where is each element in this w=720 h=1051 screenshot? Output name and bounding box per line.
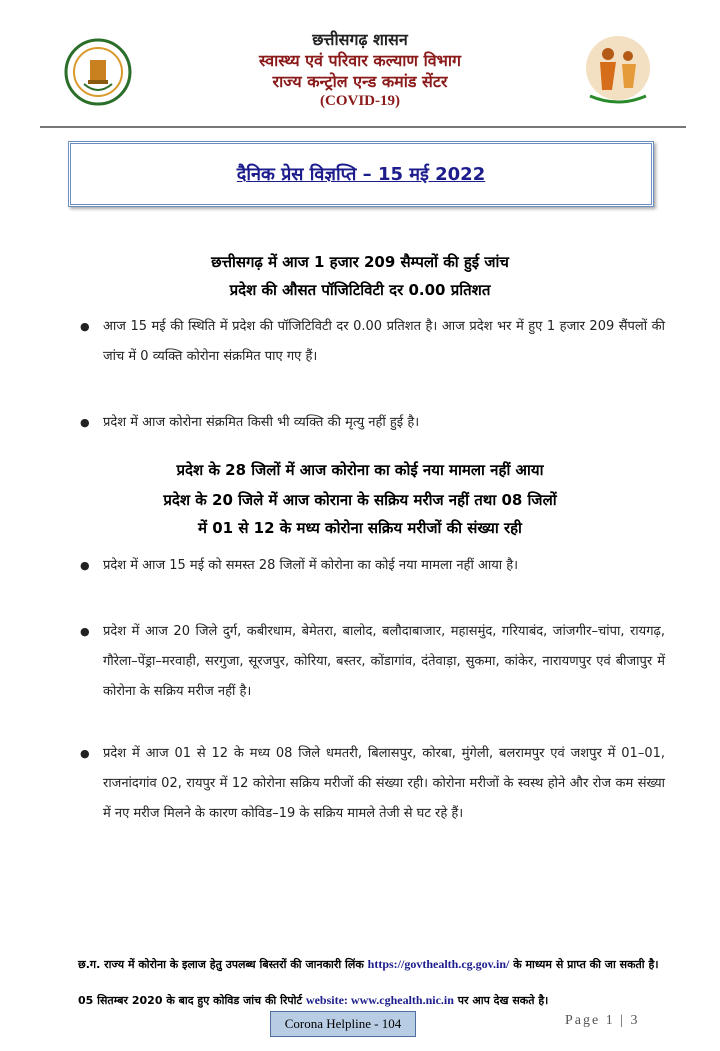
- swasth-chhattisgarh-logo-icon: [570, 28, 666, 118]
- department-name: स्वास्थ्य एवं परिवार कल्याण विभाग: [258, 51, 462, 70]
- section2-heading-2: प्रदेश के 20 जिले में आज कोराना के सक्रिय मरीज नहीं तथा 08 जिलों: [163, 491, 557, 509]
- footer-note-beds: छ.ग. राज्य में कोरोना के इलाज हेतु उपलब्ध बिस्तरों की जानकारी लिंक https://govthealth.cg.gov.in/ के माध्यम से प्राप्त की जा सकती है।: [78, 957, 659, 971]
- list-item: ● प्रदेश में आज 20 जिले दुर्ग, कबीरधाम, बेमेतरा, बालोद, बलौदाबाजार, महासमुंद, गरियाबंद, जांजगीर–चांपा, रायगढ़, गौरेला–पेंड्रा–मरवाही, सरगुजा, सूरजपुर, कोरिया, बस्तर, कोंडागांव, दंतेवाड़ा, सुकमा, कांकेर, नारायणपुर एवं बीजापुर में कोरोना के सक्रिय मरीज नहीं है।: [103, 617, 665, 707]
- list-item: ● प्रदेश में आज 01 से 12 के मध्य 08 जिले धमतरी, बिलासपुर, कोरबा, मुंगेली, बलरामपुर एवं जशपुर में 01–01, राजनांदगांव 02, रायपुर में 12 कोरोना सक्रिय मरीजों की संख्या रही। कोरोना मरीजों के स्वस्थ होने और रोज कम संख्या में नए मरीज मिलने के कारण कोविड–19 के सक्रिय मामले तेजी से घट रहे हैं।: [103, 739, 665, 829]
- section2-heading-3: में 01 से 12 के मध्य कोरोना सक्रिय मरीजों की संख्या रही: [198, 519, 522, 537]
- page-number: Page 1 | 3: [565, 1013, 640, 1028]
- footer-note-report: 05 सितम्बर 2020 के बाद हुए कोविड जांच की रिपोर्ट website: www.cghealth.nic.in पर आप देख सकते है।: [78, 993, 549, 1007]
- list-item: ● आज 15 मई की स्थिति में प्रदेश की पॉजिटिविटी दर 0.00 प्रतिशत है। आज प्रदेश भर में हुए 1 हजार 209 सैंपलों की जांच में 0 व्यक्ति कोरोना संक्रमित पाए गए हैं।: [103, 312, 665, 372]
- press-title-box: [68, 141, 654, 207]
- control-centre-name: राज्य कन्ट्रोल एन्ड कमांड सेंटर: [272, 72, 448, 91]
- letterhead: [0, 0, 720, 126]
- covid-label: (COVID-19): [320, 93, 400, 109]
- helpline-box: Corona Helpline - 104: [270, 1011, 416, 1037]
- section1-heading-1: छत्तीसगढ़ में आज 1 हजार 209 सैम्पलों की हुई जांच: [211, 253, 509, 271]
- cghealth-link[interactable]: website: www.cghealth.nic.in: [305, 993, 454, 1007]
- section1-heading-2: प्रदेश की औसत पॉजिटिविटी दर 0.00 प्रतिशत: [229, 281, 491, 299]
- chhattisgarh-emblem-icon: [64, 38, 132, 106]
- section2-heading-1: प्रदेश के 28 जिलों में आज कोरोना का कोई नया मामला नहीं आया: [176, 461, 544, 479]
- govthealth-link[interactable]: https://govthealth.cg.gov.in/: [367, 957, 510, 971]
- press-title: दैनिक प्रेस विज्ञप्ति – 15 मई 2022: [236, 164, 486, 185]
- govt-name: छत्तीसगढ़ शासन: [312, 30, 408, 49]
- header-divider: [40, 126, 686, 128]
- list-item: ● प्रदेश में आज कोरोना संक्रमित किसी भी व्यक्ति की मृत्यु नहीं हुई है।: [103, 408, 665, 438]
- list-item: ● प्रदेश में आज 15 मई को समस्त 28 जिलों में कोरोना का कोई नया मामला नहीं आया है।: [103, 551, 665, 581]
